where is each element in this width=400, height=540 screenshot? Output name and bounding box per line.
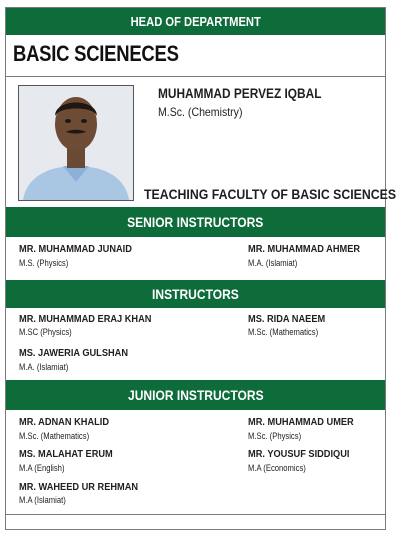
person-degree: M.A (English) — [19, 463, 65, 473]
person-photo-icon — [19, 86, 133, 200]
person-name: MS. RIDA NAEEM — [248, 313, 326, 325]
senior-instructors-banner — [6, 207, 385, 237]
person-degree: M.A (Economics) — [248, 463, 306, 473]
head-of-department-banner — [6, 8, 385, 35]
section-title: SENIOR INSTRUCTORS — [127, 214, 264, 230]
person-name: MR. MUHAMMAD ERAJ KHAN — [19, 313, 152, 325]
person-name: MR. WAHEED UR REHMAN — [19, 481, 139, 493]
person-degree: M.SC (Physics) — [19, 327, 72, 337]
divider — [6, 514, 385, 515]
person-name: MR. MUHAMMAD UMER — [248, 416, 354, 428]
person-name: MR. ADNAN KHALID — [19, 416, 110, 428]
person-degree: M.Sc. (Physics) — [248, 431, 302, 441]
hod-degree: M.Sc. (Chemistry) — [158, 105, 243, 119]
section-title: INSTRUCTORS — [152, 286, 239, 302]
person-degree: M.A. (Islamiat) — [19, 362, 69, 372]
person-degree: M.A. (Islamiat) — [248, 258, 298, 268]
person-degree: M.S. (Physics) — [19, 258, 69, 268]
section-title: JUNIOR INSTRUCTORS — [127, 387, 264, 403]
divider — [6, 76, 385, 77]
person-name: MR. MUHAMMAD AHMER — [248, 243, 361, 255]
person-name: MS. MALAHAT ERUM — [19, 448, 113, 460]
person-name: MR. MUHAMMAD JUNAID — [19, 243, 132, 255]
hod-photo — [18, 85, 134, 201]
faculty-heading: TEACHING FACULTY OF BASIC SCIENCES — [144, 186, 397, 202]
person-degree: M.A (Islamiat) — [19, 495, 66, 505]
person-degree: M.Sc. (Mathematics) — [248, 327, 319, 337]
person-degree: M.Sc. (Mathematics) — [19, 431, 90, 441]
department-title: BASIC SCIENECES — [13, 41, 179, 66]
junior-instructors-banner — [6, 380, 385, 410]
instructors-banner — [6, 280, 385, 308]
banner-label: HEAD OF DEPARTMENT — [130, 14, 261, 29]
hod-name: MUHAMMAD PERVEZ IQBAL — [158, 86, 322, 101]
person-name: MR. YOUSUF SIDDIQUI — [248, 448, 350, 460]
person-name: MS. JAWERIA GULSHAN — [19, 347, 129, 359]
